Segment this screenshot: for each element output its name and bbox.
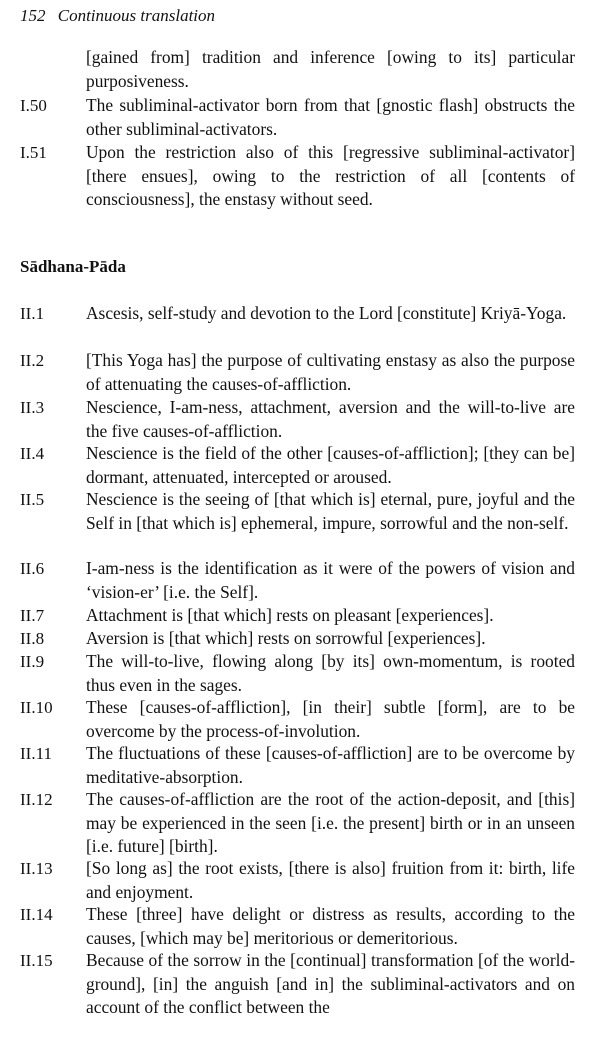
verse-number: II.1 — [20, 304, 45, 323]
verse-text: Attachment is [that which] rests on pleasant [experiences]. — [86, 605, 494, 625]
verse-text: The causes-of-affliction are the root of the action-deposit, and [this] may be experienced in the seen [i.e. the present] birth or in an unseen [i.e. future] [birth]. — [86, 789, 575, 856]
verse-text: Upon the restriction also of this [regressive subliminal-activator] [there ensues], owing to the restriction of all [contents of consciousness], the enstasy without seed. — [86, 142, 575, 209]
verse-number: II.8 — [20, 629, 45, 648]
verse-number: II.2 — [20, 351, 45, 370]
page-number: 152 — [20, 6, 46, 25]
verse-text: [gained from] tradition and inference [owing to its] particular purposiveness. — [86, 47, 575, 91]
verse-number: II.12 — [20, 790, 53, 809]
verse-text: Aversion is [that which] rests on sorrowful [experiences]. — [86, 628, 486, 648]
verse-text: Nescience, I-am-ness, attachment, aversion and the will-to-live are the five causes-of-affliction. — [86, 397, 575, 441]
verse-text: The fluctuations of these [causes-of-affliction] are to be overcome by meditative-absorption. — [86, 743, 575, 787]
verse-text: Nescience is the seeing of [that which is] eternal, pure, joyful and the Self in [that which is] ephemeral, impure, sorrowful and the non-self. — [86, 489, 575, 533]
verse-number: I.50 — [20, 96, 47, 115]
section-title: Sādhana-Pāda — [20, 257, 126, 276]
verse-text: The will-to-live, flowing along [by its] own-momentum, is rooted thus even in the sages. — [86, 651, 575, 695]
verse-text: The subliminal-activator born from that [gnostic flash] obstructs the other subliminal-activators. — [86, 95, 575, 139]
verse-number: II.11 — [20, 744, 52, 763]
verse-number: II.6 — [20, 559, 45, 578]
verse-number: II.5 — [20, 490, 45, 509]
verse-number: II.13 — [20, 859, 53, 878]
verse-number: II.7 — [20, 606, 45, 625]
verse-text: [So long as] the root exists, [there is also] fruition from it: birth, life and enjoyment. — [86, 858, 575, 902]
verse-text: Because of the sorrow in the [continual] transformation [of the world-ground], [in] the anguish [and in] the subliminal-activators and on account of the conflict between the — [86, 950, 575, 1017]
verse-text: These [three] have delight or distress as results, according to the causes, [which may be] meritorious or demeritorious. — [86, 904, 575, 948]
verse-number: I.51 — [20, 143, 47, 162]
verse-number: II.9 — [20, 652, 45, 671]
running-title: Continuous translation — [57, 6, 216, 25]
verse-text: These [causes-of-affliction], [in their] subtle [form], are to be overcome by the process-of-involution. — [86, 697, 575, 741]
verse-text: Ascesis, self-study and devotion to the Lord [constitute] Kriyā-Yoga. — [86, 303, 567, 323]
verse-text: I-am-ness is the identification as it were of the powers of vision and ‘vision-er’ [i.e. the Self]. — [86, 558, 575, 602]
verse-number: II.3 — [20, 398, 45, 417]
verse-number: II.15 — [20, 951, 53, 970]
verse-text: [This Yoga has] the purpose of cultivating enstasy as also the purpose of attenuating the causes-of-affliction. — [86, 350, 575, 394]
verse-text: Nescience is the field of the other [causes-of-affliction]; [they can be] dormant, attenuated, intercepted or aroused. — [86, 443, 575, 487]
verse-number: II.4 — [20, 444, 45, 463]
verse-number: II.10 — [20, 698, 53, 717]
running-head — [20, 6, 215, 26]
verse-number: II.14 — [20, 905, 53, 924]
